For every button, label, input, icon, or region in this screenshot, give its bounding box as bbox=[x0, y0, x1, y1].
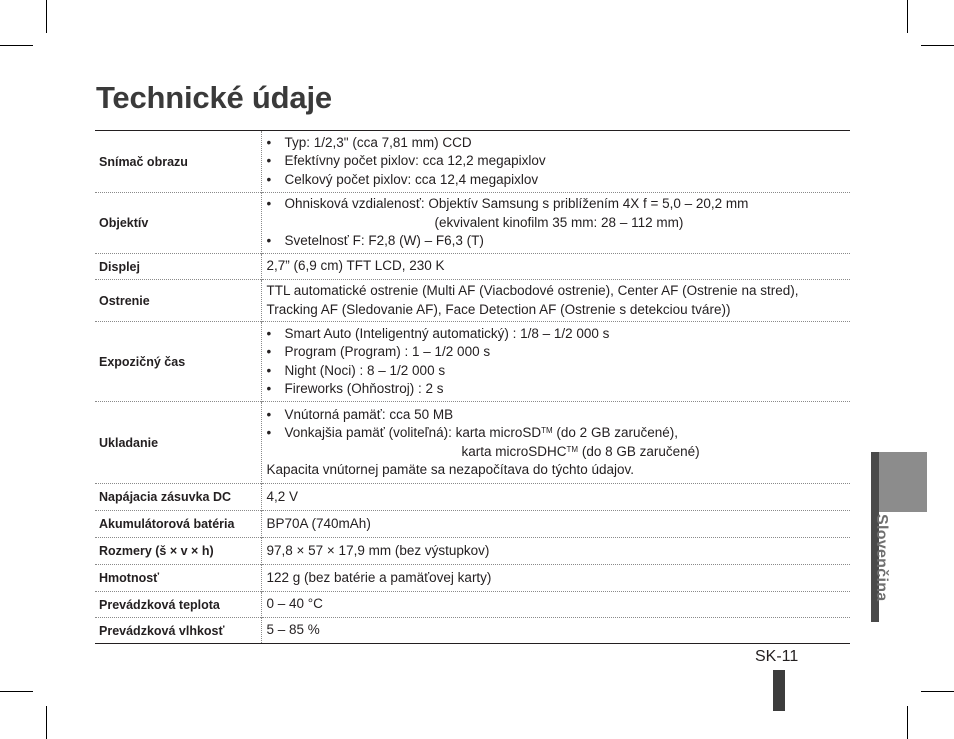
table-row bbox=[95, 322, 850, 402]
spec-value bbox=[261, 402, 850, 484]
focal-length-text: • Ohnisková vzdialenosť: Objektív Samsung s priblížením 4X f = 5,0 – 20,2 mm bbox=[284, 196, 749, 212]
page-number: SK-11 bbox=[755, 648, 799, 665]
spec-value bbox=[261, 280, 850, 322]
crop-mark bbox=[907, 0, 908, 33]
spec-label: Displej bbox=[95, 254, 261, 280]
crop-mark bbox=[907, 706, 908, 739]
table-row bbox=[95, 592, 850, 618]
table-row bbox=[95, 254, 850, 280]
list-item: • Night (Noci) : 8 – 1/2 000 s bbox=[267, 362, 847, 381]
trademark: TM bbox=[541, 426, 553, 435]
spec-value: BP70A (740mAh) bbox=[261, 511, 850, 538]
page-title: Technické údaje bbox=[96, 80, 332, 115]
list-item: • Typ: 1/2,3" (cca 7,81 mm) CCD bbox=[267, 134, 847, 153]
spec-value bbox=[261, 131, 850, 193]
spec-label: Prevádzková teplota bbox=[95, 592, 261, 618]
table-row bbox=[95, 565, 850, 592]
spec-label: Snímač obrazu bbox=[95, 131, 261, 193]
spec-value: 5 – 85 % bbox=[261, 618, 850, 644]
table-row bbox=[95, 511, 850, 538]
spec-value bbox=[261, 322, 850, 402]
spec-value bbox=[261, 193, 850, 254]
storage-note: Kapacita vnútornej pamäte sa nezapočítava do týchto údajov. bbox=[266, 462, 634, 477]
external-memory-text: • Vonkajšia pamäť (voliteľná): karta microSD™ (do 2 GB zaručené), bbox=[284, 425, 678, 440]
focal-equivalent-text: (ekvivalent kinofilm 35 mm: 28 – 112 mm) bbox=[434, 214, 684, 230]
spec-label: Ostrenie bbox=[95, 280, 261, 322]
list-item: • Fireworks (Ohňostroj) : 2 s bbox=[267, 380, 847, 399]
list-item: • Program (Program) : 1 – 1/2 000 s bbox=[267, 343, 847, 362]
spec-label: Napájacia zásuvka DC bbox=[95, 484, 261, 511]
table-row bbox=[95, 280, 850, 322]
list-item bbox=[267, 424, 847, 461]
crop-mark bbox=[46, 706, 47, 739]
spec-value: 97,8 × 57 × 17,9 mm (bez výstupkov) bbox=[261, 538, 850, 565]
spec-label: Rozmery (š × v × h) bbox=[95, 538, 261, 565]
table-row bbox=[95, 402, 850, 484]
table-row bbox=[95, 484, 850, 511]
spec-value: 0 – 40 °C bbox=[261, 592, 850, 618]
crop-mark bbox=[0, 691, 33, 692]
crop-mark bbox=[921, 45, 954, 46]
language-tab-label: Slovenčina bbox=[873, 514, 890, 602]
spec-label: Prevádzková vlhkosť bbox=[95, 618, 261, 644]
language-tab-block bbox=[871, 452, 927, 512]
spec-label: Objektív bbox=[95, 193, 261, 254]
page-marker bbox=[773, 670, 785, 711]
spec-value: 2,7” (6,9 cm) TFT LCD, 230 K bbox=[261, 254, 850, 280]
crop-mark bbox=[921, 691, 954, 692]
sdhc-text: karta microSDHC™ (do 8 GB zaručené) bbox=[461, 443, 700, 459]
list-item: • Smart Auto (Inteligentný automatický) : 1/8 – 1/2 000 s bbox=[267, 325, 847, 344]
spec-label: Ukladanie bbox=[95, 402, 261, 484]
table-row bbox=[95, 618, 850, 644]
spec-table bbox=[95, 130, 850, 644]
spec-value: 4,2 V bbox=[261, 484, 850, 511]
focus-text-line: TTL automatické ostrenie (Multi AF (Viacbodové ostrenie), Center AF (Ostrenie na stred), bbox=[266, 283, 799, 298]
list-item: • Svetelnosť F: F2,8 (W) – F6,3 (T) bbox=[267, 232, 847, 251]
spec-label: Expozičný čas bbox=[95, 322, 261, 402]
list-item bbox=[267, 195, 847, 232]
spec-label: Akumulátorová batéria bbox=[95, 511, 261, 538]
table-row bbox=[95, 538, 850, 565]
table-row bbox=[95, 131, 850, 193]
trademark: TM bbox=[566, 444, 579, 454]
crop-mark bbox=[46, 0, 47, 33]
list-item: • Efektívny počet pixlov: cca 12,2 megapixlov bbox=[267, 152, 847, 171]
list-item: • Celkový počet pixlov: cca 12,4 megapixlov bbox=[267, 171, 847, 190]
spec-label: Hmotnosť bbox=[95, 565, 261, 592]
focus-text-line: Tracking AF (Sledovanie AF), Face Detection AF (Ostrenie s detekciou tváre)) bbox=[266, 301, 731, 317]
spec-value: 122 g (bez batérie a pamäťovej karty) bbox=[261, 565, 850, 592]
table-row bbox=[95, 193, 850, 254]
crop-mark bbox=[0, 45, 33, 46]
list-item: • Vnútorná pamäť: cca 50 MB bbox=[267, 406, 847, 425]
